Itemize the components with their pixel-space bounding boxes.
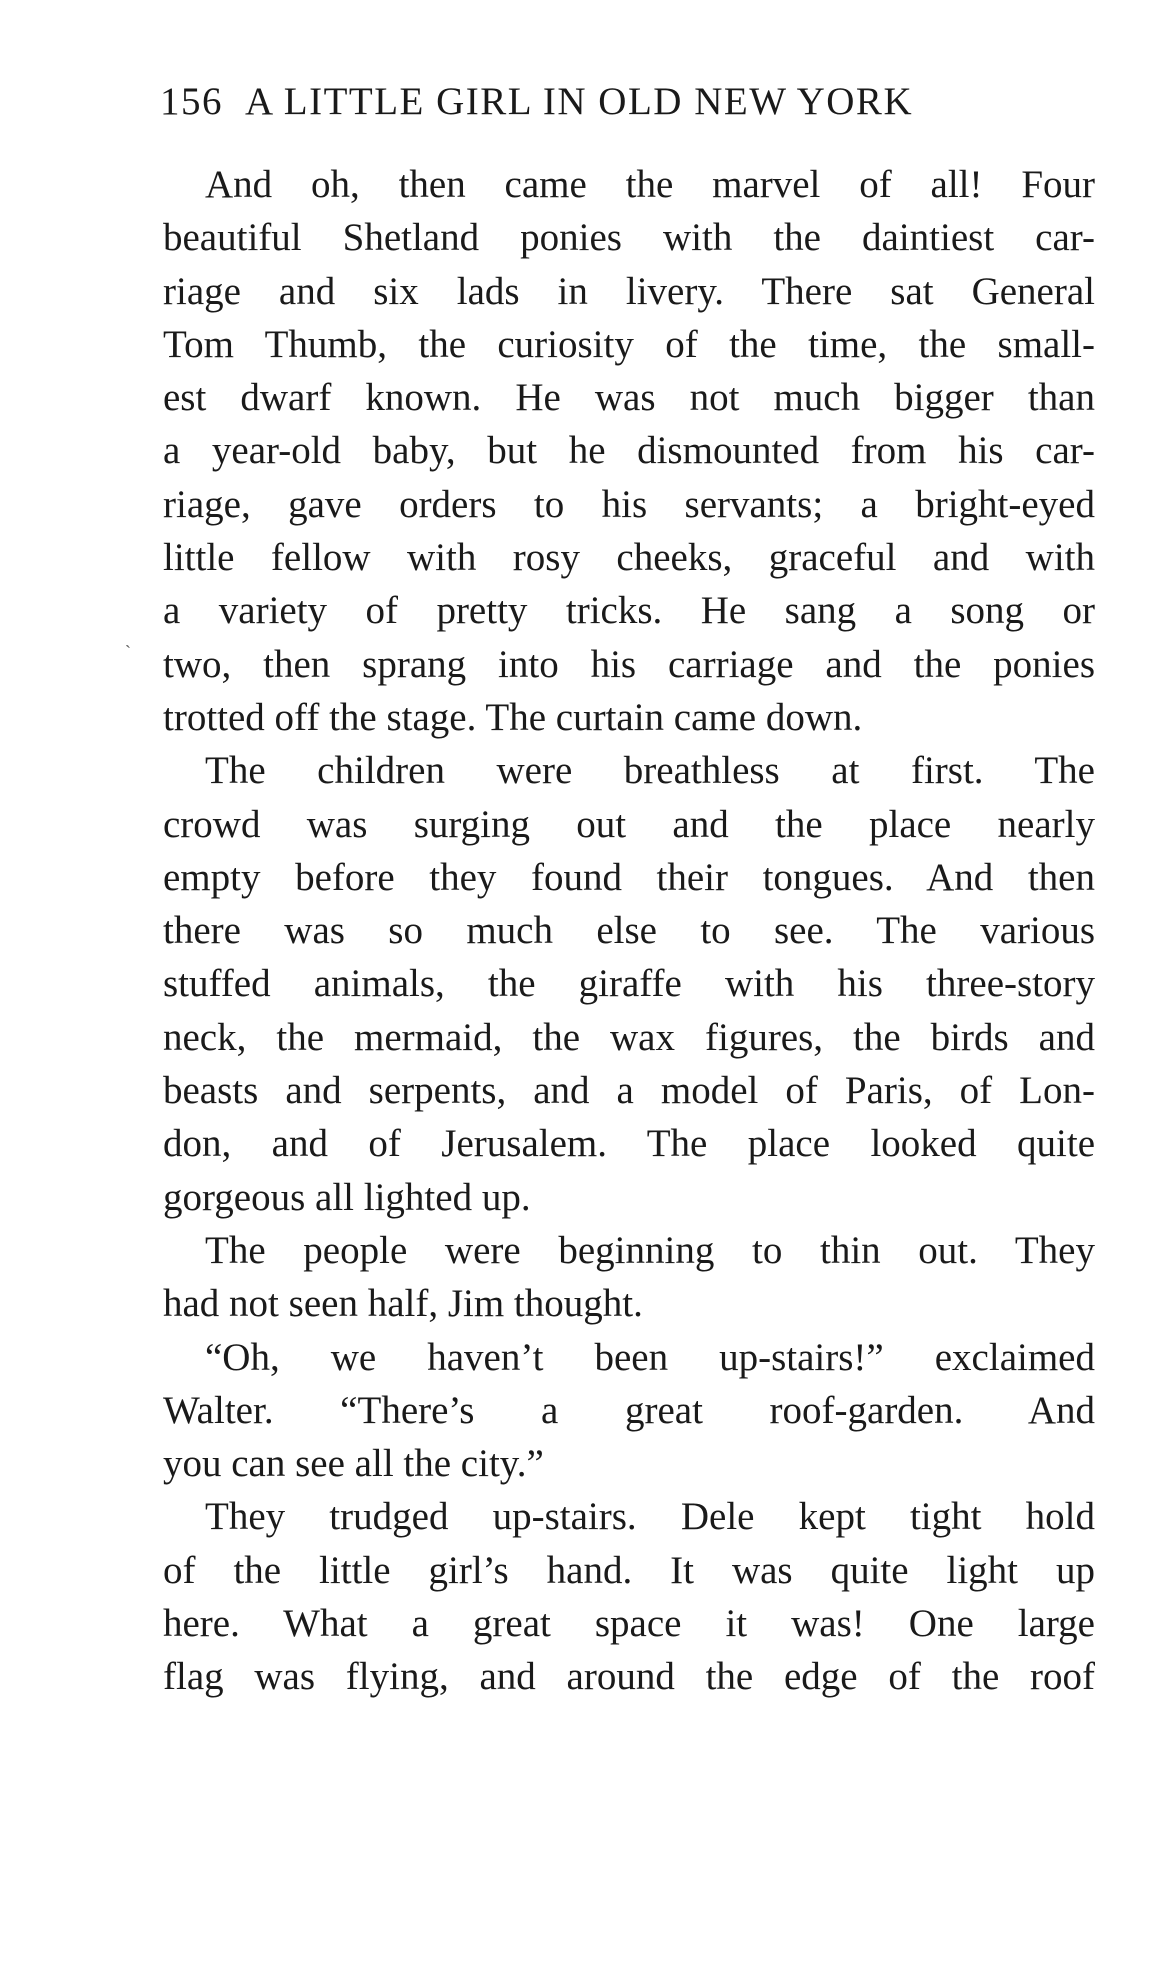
text-line: And oh, then came the marvel of all! Four	[205, 163, 1095, 206]
text-line: They trudged up-stairs. Dele kept tight hold	[205, 1495, 1095, 1539]
text-line: there was so much else to see. The various	[163, 909, 1095, 953]
text-line: you can see all the city.”	[163, 1442, 544, 1486]
body-text	[163, 158, 1095, 1704]
text-line: riage, gave orders to his servants; a bright-eyed	[163, 482, 1095, 526]
text-line: riage and six lads in livery. There sat General	[163, 269, 1095, 313]
text-line: had not seen half, Jim thought.	[163, 1282, 643, 1326]
page-number: 156	[160, 80, 223, 123]
text-line: of the little girl’s hand. It was quite light up	[163, 1548, 1095, 1592]
text-line: a year-old baby, but he dismounted from his car-	[163, 429, 1095, 473]
text-line: two, then sprang into his carriage and the ponies	[163, 642, 1095, 686]
text-line: crowd was surging out and the place nearly	[163, 802, 1095, 846]
text-line: trotted off the stage. The curtain came down.	[163, 695, 863, 739]
text-line: don, and of Jerusalem. The place looked quite	[163, 1122, 1095, 1166]
text-line: The children were breathless at first. The	[205, 749, 1095, 793]
text-line: Walter. “There’s a great roof-garden. And	[163, 1388, 1095, 1432]
running-head	[160, 78, 1100, 126]
running-title: A LITTLE GIRL IN OLD NEW YORK	[245, 80, 914, 123]
text-line: here. What a great space it was! One large	[163, 1602, 1095, 1646]
margin-mark: ˎ	[125, 628, 131, 648]
text-line: flag was flying, and around the edge of the roof	[163, 1655, 1095, 1699]
text-line: a variety of pretty tricks. He sang a song or	[163, 589, 1095, 633]
text-line: neck, the mermaid, the wax figures, the birds and	[163, 1015, 1095, 1059]
text-line: little fellow with rosy cheeks, graceful and with	[163, 536, 1095, 580]
text-line: beasts and serpents, and a model of Paris, of Lon-	[163, 1069, 1095, 1113]
text-line: stuffed animals, the giraffe with his three-story	[163, 962, 1095, 1006]
text-line: Tom Thumb, the curiosity of the time, the small-	[163, 322, 1095, 366]
paragraph	[163, 744, 1095, 1224]
text-line: beautiful Shetland ponies with the daintiest car-	[163, 216, 1095, 260]
text-line: empty before they found their tongues. And then	[163, 855, 1095, 899]
text-line: The people were beginning to thin out. They	[205, 1228, 1095, 1272]
paragraph	[163, 158, 1095, 744]
paragraph	[163, 1331, 1095, 1491]
paragraph	[163, 1490, 1095, 1703]
text-line: “Oh, we haven’t been up-stairs!” exclaimed	[205, 1335, 1095, 1379]
text-line: est dwarf known. He was not much bigger than	[163, 376, 1095, 420]
paragraph	[163, 1224, 1095, 1331]
text-line: gorgeous all lighted up.	[163, 1175, 531, 1219]
